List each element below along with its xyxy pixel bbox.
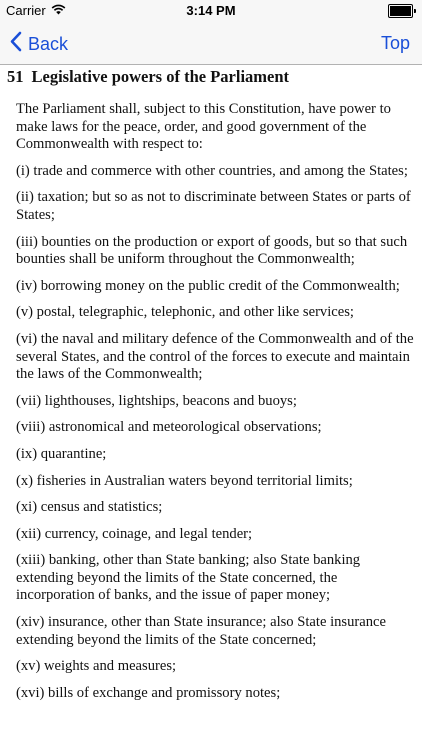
section-paragraph: (vi) the naval and military defence of the Commonwealth and of the several States, and the control of the forces to execute and maintain the laws of the Commonwealth; xyxy=(16,330,414,383)
section-paragraph: (ii) taxation; but so as not to discriminate between States or parts of States; xyxy=(16,189,411,223)
section-paragraph: (xii) currency, coinage, and legal tender; xyxy=(16,525,253,542)
battery-tip xyxy=(414,9,416,13)
status-bar xyxy=(0,0,422,22)
chevron-left-icon xyxy=(10,31,22,57)
section-paragraph: (xiv) insurance, other than State insurance; also State insurance extending beyond the limits of the State concerned; xyxy=(16,614,386,648)
section-paragraph: (xvi) bills of exchange and promissory notes; xyxy=(16,684,281,701)
section-paragraph: (i) trade and commerce with other countries, and among the States; xyxy=(16,162,408,179)
section-paragraph: (x) fisheries in Australian waters beyond territorial limits; xyxy=(16,472,353,489)
section-paragraph: (xi) census and statistics; xyxy=(16,499,163,516)
section-paragraphs xyxy=(16,101,416,711)
section-paragraph: The Parliament shall, subject to this Constitution, have power to make laws for the peace, order, and good government of the Commonwealth with respect to: xyxy=(16,101,391,153)
article-content[interactable] xyxy=(0,65,422,750)
section-paragraph: (v) postal, telegraphic, telephonic, and other like services; xyxy=(16,304,354,321)
section-paragraph: (ix) quarantine; xyxy=(16,445,107,462)
section-paragraph: (iv) borrowing money on the public credit of the Commonwealth; xyxy=(16,277,400,294)
section-title: Legislative powers of the Parliament xyxy=(31,67,290,86)
section-heading xyxy=(7,67,289,87)
back-button[interactable] xyxy=(10,31,68,57)
battery-icon xyxy=(388,4,413,18)
section-number: 51 xyxy=(7,67,24,86)
navigation-bar xyxy=(0,22,422,65)
section-paragraph: (iii) bounties on the production or export of goods, but so that such bounties shall be uniform throughout the Commonwealth; xyxy=(16,233,408,268)
section-paragraph: (vii) lighthouses, lightships, beacons and buoys; xyxy=(16,392,297,409)
section-paragraph: (viii) astronomical and meteorological observations; xyxy=(16,419,322,436)
top-button[interactable]: Top xyxy=(380,33,410,53)
carrier-label: Carrier xyxy=(6,3,46,18)
battery-fill xyxy=(390,6,411,16)
section-paragraph: (xiii) banking, other than State banking; also State banking extending beyond the limits of the State concerned, the incorporation of banks, and the issue of paper money; xyxy=(16,552,361,604)
battery-group xyxy=(388,4,416,18)
section-paragraph: (xv) weights and measures; xyxy=(16,658,177,675)
status-time: 3:14 PM xyxy=(186,3,236,18)
back-label: Back xyxy=(28,33,69,54)
